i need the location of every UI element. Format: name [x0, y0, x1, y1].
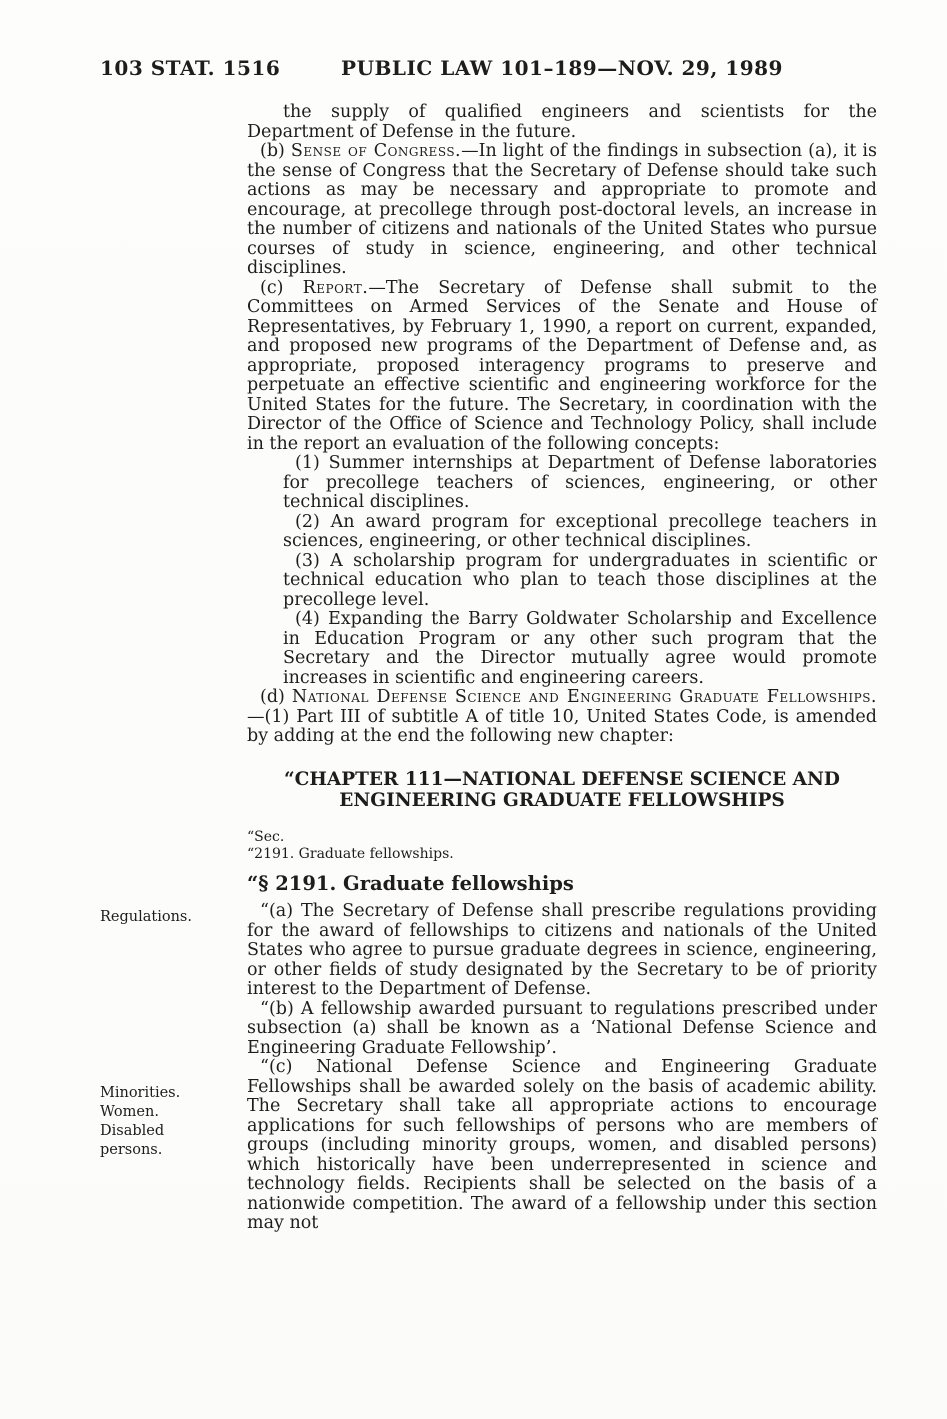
margin-note-line: Regulations.: [100, 909, 192, 925]
list-item-1: (1) Summer internships at Department of Defense laboratories for precollege teachers of sciences, engineering, or other technical disciplines.: [283, 453, 877, 512]
paragraph-text: —The Secretary of Defense shall submit to the Committees on Armed Services of the Senate and House of Representatives, by February 1, 1990, a report on current, expanded, and proposed new programs of the Department of Defense and, as appropriate, proposed interagency programs to preserve and perpetuate an effective scientific and engineering workforce for the United States for the future. The Secretary, in coordination with the Director of the Office of Science and Technology Policy, shall include in the report an evaluation of the following concepts:: [247, 277, 877, 454]
paragraph-2191-c: “(c) National Defense Science and Engineering Graduate Fellowships shall be awarded solely on the basis of academic ability. The Secretary shall take all appropriate actions to encourage applications for such fellowships of persons who are members of groups (including minority groups, women, and disabled persons) which historically have been underrepresented in science and technology fields. Recipients shall be selected on the basis of a nationwide competition. The award of a fellowship under this section may not: [247, 1057, 877, 1233]
margin-note-line: Minorities.: [100, 1085, 181, 1101]
body-column: [247, 103, 877, 1234]
margin-note-line: persons.: [100, 1142, 163, 1158]
paragraph-d-fellowships: [247, 688, 877, 747]
smallcaps-heading: Sense of Congress.: [290, 141, 462, 161]
continuation-paragraph: the supply of qualified engineers and scientists for the Department of Defense in the future.: [247, 102, 877, 142]
paragraph-label: (c): [260, 277, 303, 298]
margin-note-regulations: [100, 908, 238, 927]
chapter-heading: [247, 769, 877, 812]
law-citation: PUBLIC LAW 101–189—NOV. 29, 1989: [341, 56, 783, 80]
paragraph-text: —In light of the findings in subsection (a), it is the sense of Congress that the Secretary of Defense should take such actions as may be necessary and appropriate to promote and encourage, at precollege through post-doctoral levels, an increase in the number of citizens and nationals of the United States who pursue courses of study in science, engineering, and other technical disciplines.: [247, 141, 878, 278]
stat-citation: 103 STAT. 1516: [100, 56, 281, 80]
section-index: [247, 829, 877, 863]
margin-note-underrepresented-groups: [100, 1084, 238, 1160]
list-item-3: (3) A scholarship program for undergraduates in scientific or technical education who plan to teach those disciplines at the precollege level.: [283, 550, 877, 610]
smallcaps-heading: Report.: [302, 277, 369, 298]
margin-note-line: Disabled: [100, 1123, 165, 1139]
section-index-entry: “2191. Graduate fellowships.: [247, 845, 454, 862]
paragraph-label: (d): [260, 687, 292, 707]
smallcaps-heading: National Defense Science and Engineering Graduate Fellowships.: [291, 687, 877, 707]
paragraph-c-report: [247, 279, 877, 455]
paragraph-text: —(1) Part III of subtitle A of title 10, United States Code, is amended by adding at the end the following new chapter:: [247, 706, 877, 746]
paragraph-b-sense-of-congress: [247, 142, 877, 279]
section-heading-2191: “§ 2191. Graduate fellowships: [247, 871, 574, 895]
section-index-label: “Sec.: [247, 828, 285, 845]
margin-note-line: Women.: [100, 1104, 159, 1120]
list-item-4: (4) Expanding the Barry Goldwater Scholarship and Excellence in Education Program or any other such program that the Secretary and the Director mutually agree would promote increases in scientific and engineering careers.: [283, 609, 877, 688]
paragraph-2191-a: “(a) The Secretary of Defense shall prescribe regulations providing for the award of fellowships to citizens and nationals of the United States who agree to pursue graduate degrees in science, engineering, or other fields of study designated by the Secretary to be of priority interest to the Department of Defense.: [247, 901, 877, 999]
chapter-heading-line-2: ENGINEERING GRADUATE FELLOWSHIPS: [339, 790, 785, 811]
chapter-heading-line-1: “CHAPTER 111—NATIONAL DEFENSE SCIENCE AND: [284, 768, 840, 790]
list-item-2: (2) An award program for exceptional precollege teachers in sciences, engineering, or other technical disciplines.: [283, 511, 877, 551]
paragraph-2191-b: “(b) A fellowship awarded pursuant to regulations prescribed under subsection (a) shall be known as a ‘National Defense Science and Engineering Graduate Fellowship’.: [247, 998, 877, 1058]
paragraph-label: (b): [260, 141, 291, 161]
